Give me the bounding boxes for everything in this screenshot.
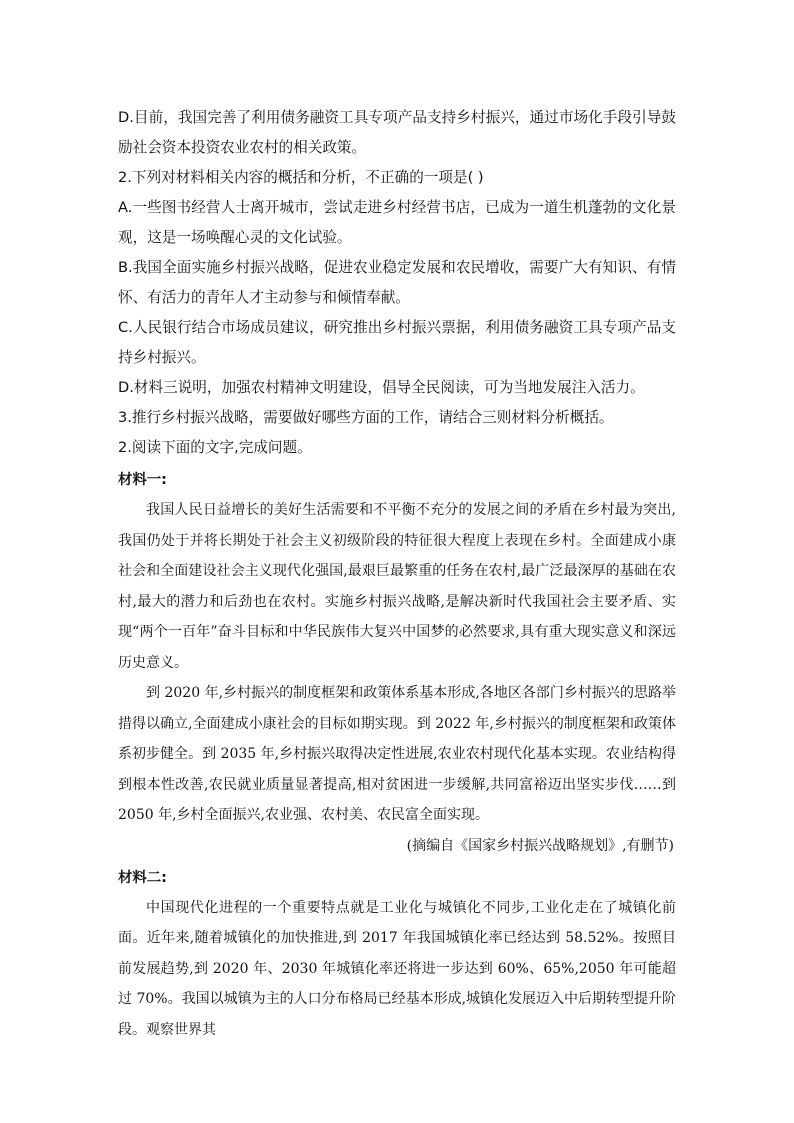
page-content [118, 103, 676, 1045]
material1-label: 材料一: [118, 472, 167, 488]
material1-paragraph-2: 到 2020 年,乡村振兴的制度框架和政策体系基本形成,各地区各部门乡村振兴的思路举措得以确立,全面建成小康社会的目标如期实现。到 2022 年,乡村振兴的制度框架和政策体系初步健全。到 2035 年,乡村振兴取得决定性进展,农业农村现代化基本实现。农业结构得到根本性改善,农民就业质量显著提高,相对贫困进一步缓解,共同富裕迈出坚实步伐……到 2050 年,乡村全面振兴,农业强、农村美、农民富全面实现。 [118, 685, 676, 823]
q3-stem: 3.推行乡村振兴战略，需要做好哪些方面的工作，请结合三则材料分析概括。 [118, 409, 614, 426]
material2-label: 材料二: [118, 869, 167, 886]
material2-paragraph-1: 中国现代化进程的一个重要特点就是工业化与城镇化不同步,工业化走在了城镇化前面。近年来,随着城镇化的加快推进,到 2017 年我国城镇化率已经达到 58.52%。按照目前发展趋势,到 2020 年、2030 年城镇化率还将进一步达到 60%、65%,2050 年可能超过 70%。我国以城镇为主的人口分布格局已经基本形成,城镇化发展迈入中后期转型提升阶段。观察世界其 [118, 899, 677, 1038]
q2-option-a: A.一些图书经营人士离开城市，尝试走进乡村经营书店，已成为一道生机蓬勃的文化景观，这是一场唤醒心灵的文化试验。 [118, 199, 676, 246]
q1-option-d: D.目前，我国完善了利用债务融资工具专项产品支持乡村振兴，通过市场化手段引导鼓励社会资本投资农业农村的相关政策。 [118, 109, 676, 156]
material1-source: (摘编自《国家乡村振兴战略规划》,有删节) [406, 837, 674, 854]
q2-option-c: C.人民银行结合市场成员建议，研究推出乡村振兴票据，利用债务融资工具专项产品支持乡村振兴。 [118, 319, 676, 366]
q2-option-d: D.材料三说明，加强农村精神文明建设，倡导全民阅读，可为当地发展注入活力。 [118, 379, 645, 396]
q2-option-b: B.我国全面实施乡村振兴战略，促进农业稳定发展和农民增收，需要广大有知识、有情怀、有活力的青年人才主动参与和倾情奉献。 [118, 259, 676, 306]
q2-stem: 2.下列对材料相关内容的概括和分析，不正确的一项是( ) [118, 169, 484, 186]
section2-instruction: 2.阅读下面的文字,完成问题。 [118, 439, 312, 456]
material1-paragraph-1: 我国人民日益增长的美好生活需要和不平衡不充分的发展之间的矛盾在乡村最为突出,我国仍处于并将长期处于社会主义初级阶段的特征很大程度上表现在乡村。全面建成小康社会和全面建设社会主义现代化强国,最艰巨最繁重的任务在农村,最广泛最深厚的基础在农村,最大的潜力和后劲也在农村。实施乡村振兴战略,是解决新时代我国社会主要矛盾、实现“两个一百年”奋斗目标和中华民族伟大复兴中国梦的必然要求,具有重大现实意义和深远历史意义。 [118, 502, 676, 671]
